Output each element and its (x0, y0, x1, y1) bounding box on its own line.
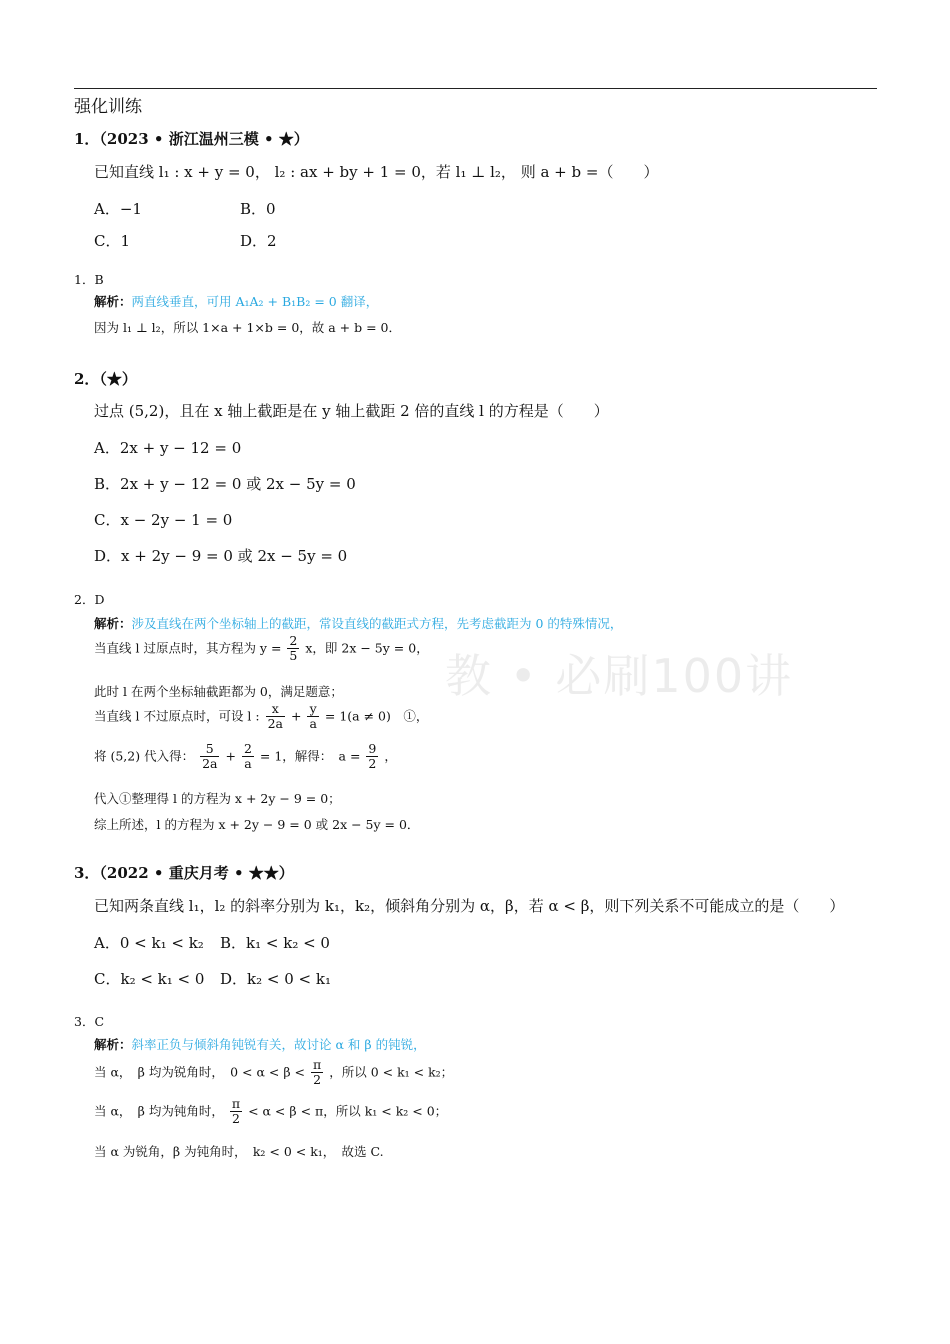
q2-answer: 2．D (74, 592, 105, 607)
q2-analysis-line-2: 此时 l 在两个坐标轴截距都为 0，满足题意； (94, 684, 343, 699)
fraction-numerator: y (307, 702, 318, 717)
q2-analysis-line-1 (94, 634, 429, 664)
q3-analysis (94, 1035, 426, 1053)
q2-analysis (94, 614, 622, 632)
q2-l4-fraction-3 (366, 742, 378, 772)
fraction-denominator: a (244, 756, 252, 772)
q3-analysis-hint: 斜率正负与倾斜角钝锐有关，故讨论 α 和 β 的钝锐， (131, 1037, 426, 1052)
q2-analysis-line-4 (94, 742, 397, 772)
fraction-denominator: 2 (231, 1111, 240, 1127)
q2-analysis-hint: 涉及直线在两个坐标轴上的截距，常设直线的截距式方程，先考虑截距为 0 的特殊情况， (131, 616, 623, 631)
q3-l2-text-a: 当 α， β 均为钝角时， (94, 1103, 224, 1119)
q2-l4-plus: + (225, 748, 236, 764)
q1-stem: 已知直线 l₁ : x + y = 0， l₂ : ax + by + 1 = 0，若 l₁ ⊥ l₂， 则 a + b =（ ） (94, 163, 659, 181)
q3-option-c: C．k₂ < k₁ < 0 (94, 970, 205, 988)
q3-option-b: B．k₁ < k₂ < 0 (220, 934, 330, 952)
fraction-numerator: 2 (243, 741, 252, 756)
fraction-denominator: 2 (313, 1072, 322, 1088)
q3-analysis-line-1 (94, 1058, 453, 1088)
fraction-denominator: 2 (368, 756, 377, 772)
q1-header: 1．（2023 • 浙江温州三模 • ★） (74, 130, 309, 148)
watermark: 教 • 必刷100讲 (445, 649, 794, 703)
section-title: 强化训练 (74, 97, 142, 117)
q3-answer: 3．C (74, 1014, 105, 1029)
q3-analysis-label: 解析： (94, 1037, 132, 1052)
q1-option-a: A．−1 (94, 200, 142, 218)
q1-analysis (94, 292, 378, 310)
q2-option-c: C．x − 2y − 1 = 0 (94, 511, 233, 529)
q2-l1-text-a: 当直线 l 过原点时，其方程为 y = (94, 640, 282, 656)
q2-analysis-label: 解析： (94, 616, 132, 631)
q2-l1-fraction (287, 634, 299, 664)
q1-option-b: B．0 (240, 200, 276, 218)
q2-l4-text-b: = 1，解得： a = (259, 748, 361, 764)
q1-analysis-hint: 两直线垂直，可用 A₁A₂ + B₁B₂ = 0 翻译， (131, 294, 379, 309)
q3-analysis-line-3: 当 α 为锐角，β 为钝角时， k₂ < 0 < k₁， 故选 C. (94, 1144, 384, 1159)
fraction-numerator: π (313, 1057, 322, 1072)
q3-analysis-line-2 (94, 1097, 447, 1127)
q2-l1-text-b: x，即 2x − 5y = 0， (305, 640, 429, 656)
q2-l4-text-c: ， (384, 748, 397, 764)
fraction-numerator: 9 (368, 741, 377, 756)
fraction-numerator: x (266, 702, 285, 717)
q2-l3-fraction-1 (266, 702, 285, 732)
q2-l3-plus: + (290, 708, 302, 724)
q3-option-a: A．0 < k₁ < k₂ (94, 934, 204, 952)
q3-header: 3．（2022 • 重庆月考 • ★★） (74, 864, 294, 882)
q3-l1-text-a: 当 α， β 均为锐角时， 0 < α < β < (94, 1064, 306, 1080)
q2-l4-text-a: 将 (5,2) 代入得： (94, 748, 195, 764)
q2-analysis-line-5: 代入①整理得 l 的方程为 x + 2y − 9 = 0； (94, 791, 341, 806)
q2-header: 2．（★） (74, 370, 137, 388)
q1-analysis-label: 解析： (94, 294, 132, 309)
q1-answer: 1．B (74, 272, 104, 287)
q3-stem: 已知两条直线 l₁，l₂ 的斜率分别为 k₁，k₂，倾斜角分别为 α，β，若 α < β，则下列关系不可能成立的是（ ） (94, 897, 845, 915)
q2-option-a: A．2x + y − 12 = 0 (94, 439, 242, 457)
q3-option-d: D．k₂ < 0 < k₁ (220, 970, 331, 988)
q2-l3-text-a: 当直线 l 不过原点时，可设 l : (94, 708, 260, 724)
q2-l3-text-b: = 1(a ≠ 0) ①， (324, 708, 429, 724)
fraction-denominator: a (309, 716, 317, 732)
header-rule (74, 88, 877, 89)
q3-l1-fraction (311, 1058, 323, 1088)
q2-l4-fraction-1 (200, 742, 219, 772)
q2-l4-fraction-2 (242, 742, 254, 772)
q3-l2-fraction (230, 1097, 242, 1127)
fraction-denominator: 2a (267, 716, 283, 732)
q1-option-d: D．2 (240, 232, 277, 250)
q3-l2-text-b: < α < β < π，所以 k₁ < k₂ < 0； (248, 1103, 448, 1119)
q2-analysis-line-6: 综上所述，l 的方程为 x + 2y − 9 = 0 或 2x − 5y = 0． (94, 817, 420, 832)
fraction-numerator: 5 (200, 742, 219, 757)
fraction-denominator: 5 (289, 648, 298, 664)
q2-option-b: B．2x + y − 12 = 0 或 2x − 5y = 0 (94, 475, 356, 493)
fraction-denominator: 2a (202, 756, 218, 772)
q2-analysis-line-3 (94, 702, 428, 732)
fraction-numerator: 2 (289, 633, 298, 648)
q2-stem: 过点 (5,2)，且在 x 轴上截距是在 y 轴上截距 2 倍的直线 l 的方程是（ ） (94, 402, 609, 420)
q3-l1-text-b: ，所以 0 < k₁ < k₂； (329, 1064, 454, 1080)
q1-analysis-line: 因为 l₁ ⊥ l₂，所以 1×a + 1×b = 0，故 a + b = 0． (94, 320, 401, 335)
q2-option-d: D．x + 2y − 9 = 0 或 2x − 5y = 0 (94, 547, 348, 565)
q2-l3-fraction-2 (307, 702, 318, 732)
fraction-numerator: π (231, 1096, 241, 1111)
q1-option-c: C．1 (94, 232, 131, 250)
